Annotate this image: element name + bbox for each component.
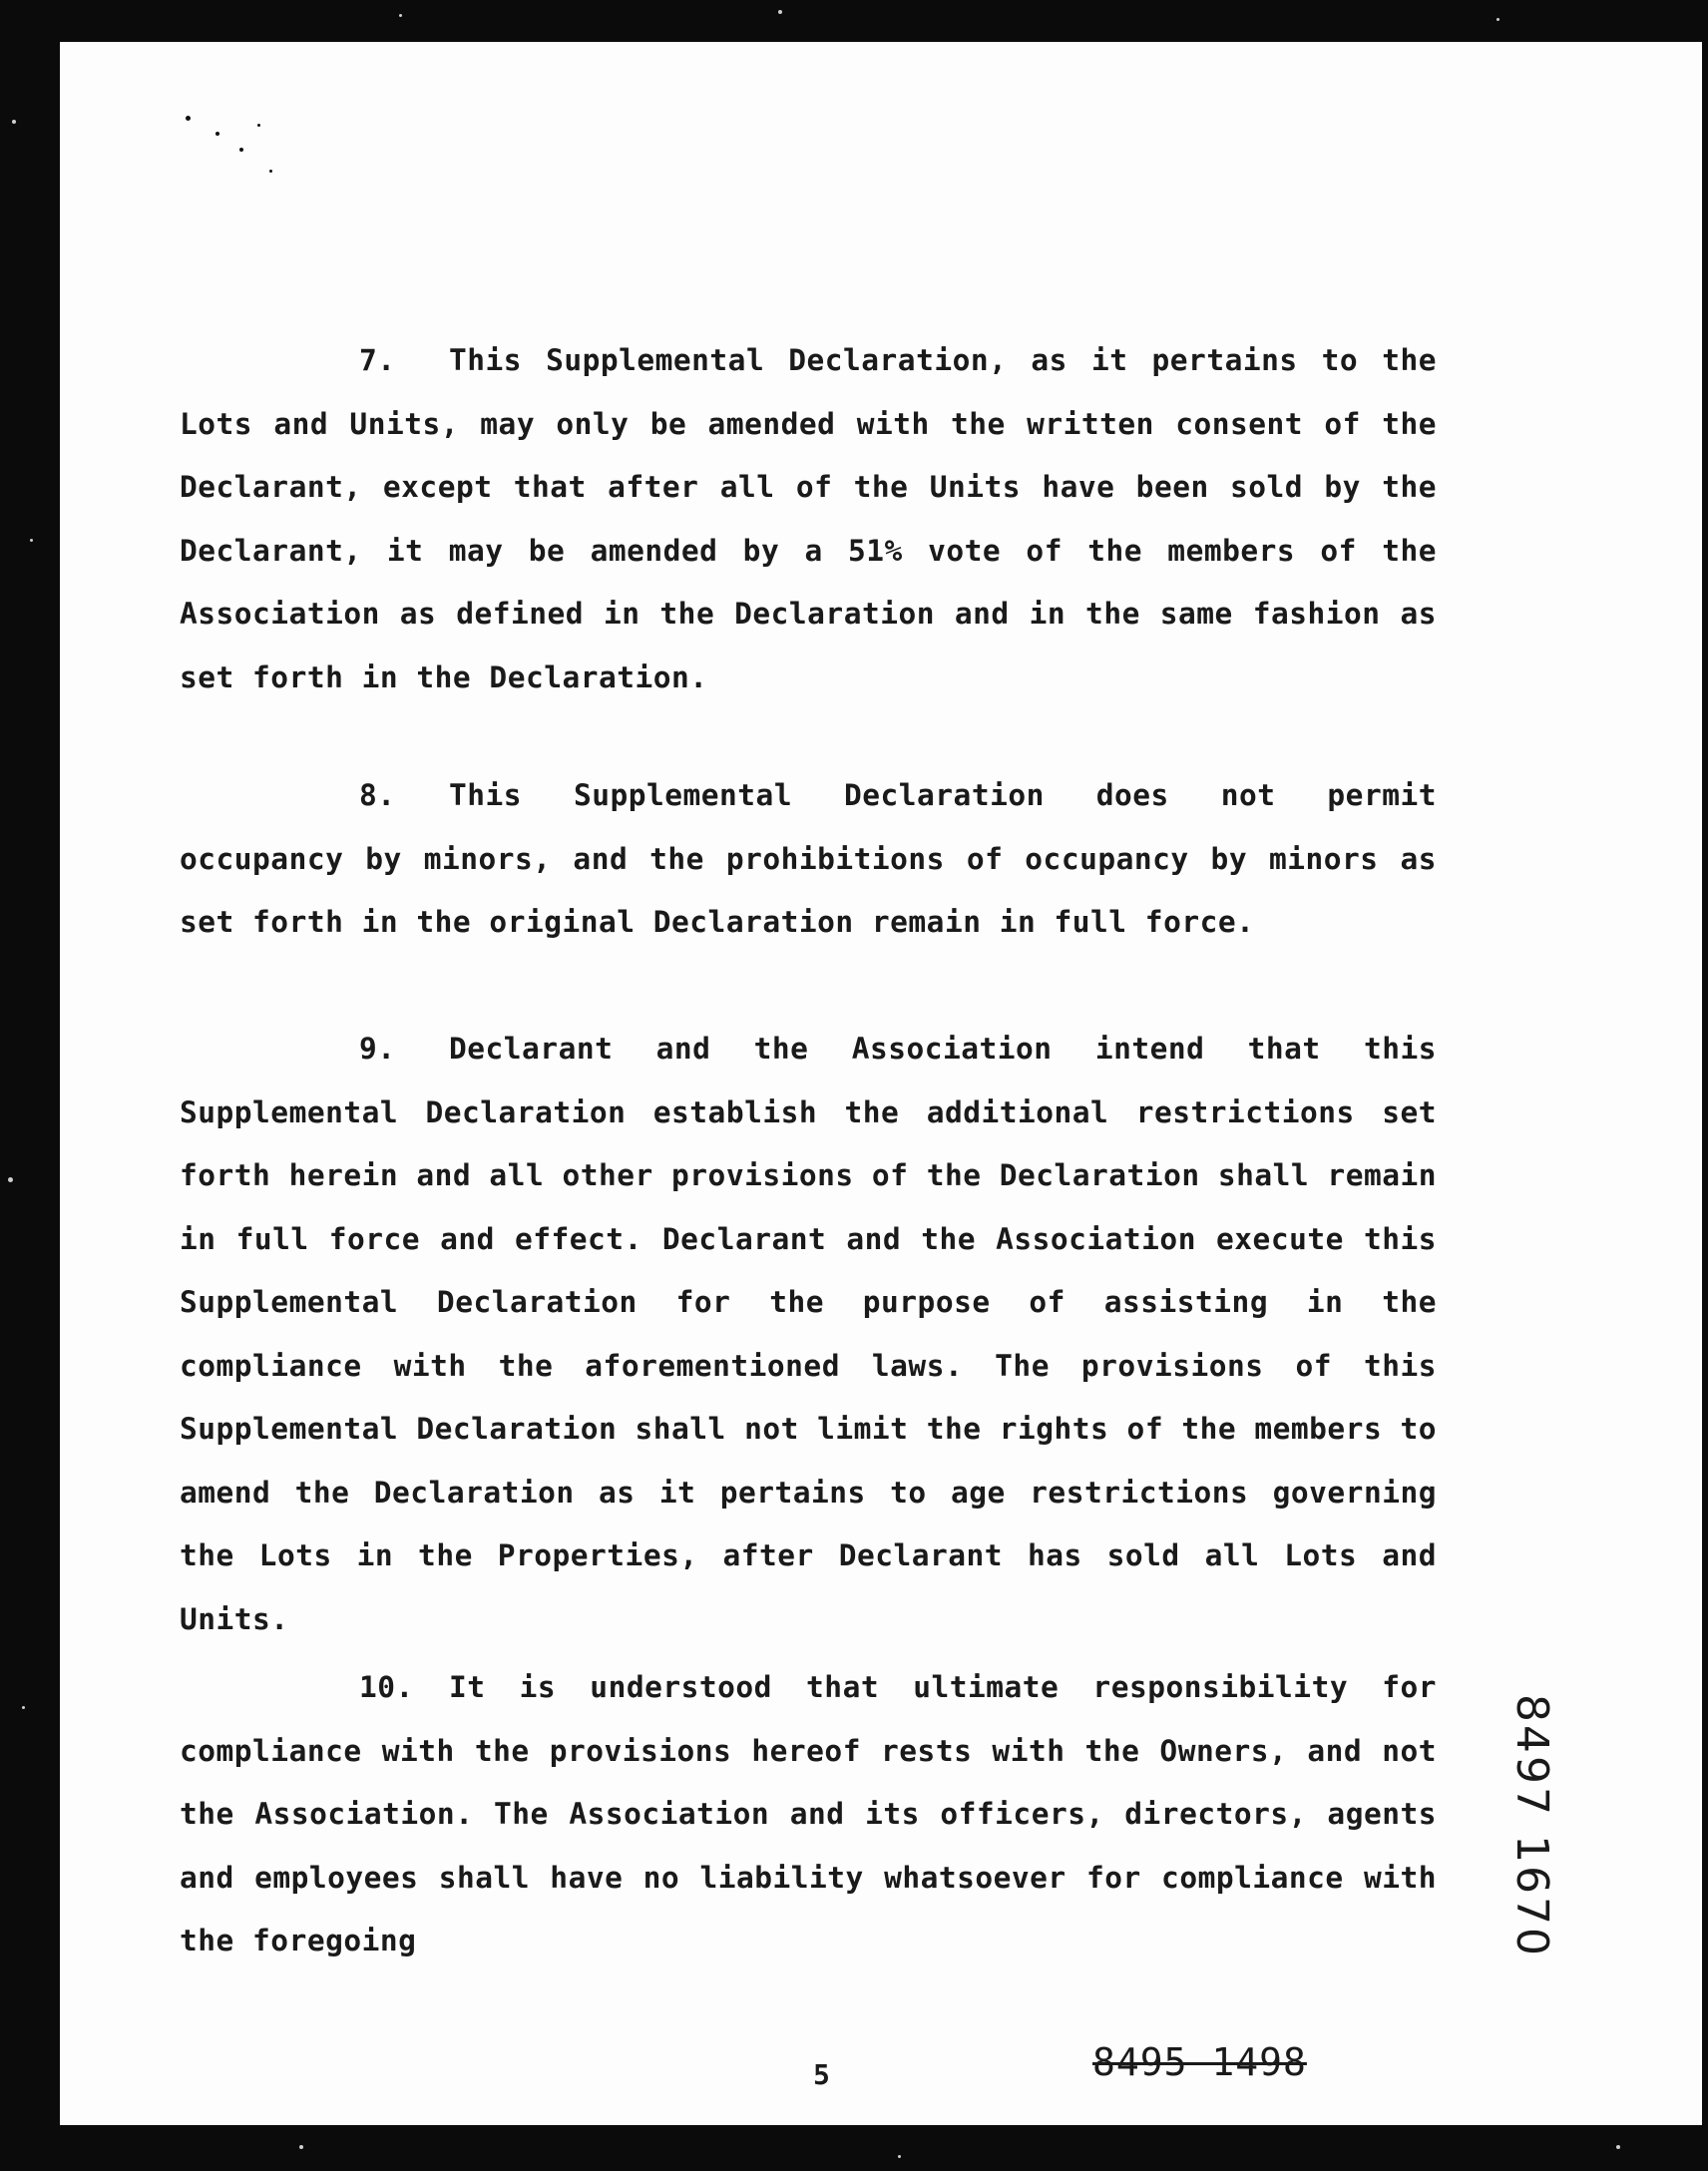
paragraph-9 xyxy=(180,1018,1437,1651)
scan-noise xyxy=(898,2155,901,2158)
speck xyxy=(269,170,272,173)
scan-noise xyxy=(8,1177,13,1182)
speck xyxy=(186,116,191,121)
scan-noise xyxy=(22,1706,25,1709)
paragraph-10 xyxy=(180,1656,1437,1973)
paragraph-text: This Supplemental Declaration does not permit occupancy by minors, and the prohibitions of occupancy by minors as set forth in the original Declaration remain in full force. xyxy=(180,778,1437,939)
paragraph-number: 9. xyxy=(359,1032,396,1066)
page-number: 5 xyxy=(813,2058,830,2091)
scan-noise xyxy=(30,539,33,542)
scan-noise xyxy=(778,10,782,14)
paragraph-text: It is understood that ultimate responsibility for compliance with the provisions hereof rests with the Owners, and not the Association. The Association and its officers, directors, agents and employees shall have no liability whatsoever for compliance with the foregoing xyxy=(180,1670,1437,1957)
paragraph-number: 7. xyxy=(359,343,396,377)
paragraph-7 xyxy=(180,329,1437,709)
paragraph-number: 8. xyxy=(359,778,396,812)
vertical-reference-text: 8497 1670 xyxy=(1505,1693,1557,1958)
speck xyxy=(239,148,243,152)
paragraph-text: Declarant and the Association intend that this Supplemental Declaration establish the additional restrictions set forth herein and all other provisions of the Declaration shall remain in full force and effect. Declarant and the Association execute this Supplemental Declaration for the purpose of assisting in the compliance with the aforementioned laws. The provisions of this Supplemental Declaration shall not limit the rights of the members to amend the Declaration as it pertains to age restrictions governing the Lots in the Properties, after Declarant has sold all Lots and Units. xyxy=(180,1032,1437,1636)
scan-noise xyxy=(299,2145,303,2149)
scan-noise xyxy=(399,14,402,17)
paragraph-text: This Supplemental Declaration, as it pertains to the Lots and Units, may only be amended with the written consent of the Declarant, except that after all of the Units have been sold by the Declarant, it may be amended by a 51% vote of the members of the Association as defined in the Declaration and in the same fashion as set forth in the Declaration. xyxy=(180,343,1437,694)
speck xyxy=(215,132,219,136)
speck xyxy=(257,124,260,127)
paragraph-number: 10. xyxy=(359,1670,414,1704)
paragraph-8 xyxy=(180,764,1437,955)
scan-noise xyxy=(1496,18,1499,21)
vertical-reference xyxy=(1501,1686,1561,1965)
scan-noise xyxy=(1616,2145,1620,2149)
scan-noise xyxy=(12,120,16,124)
struck-reference: 8495 1498 xyxy=(1092,2040,1307,2084)
